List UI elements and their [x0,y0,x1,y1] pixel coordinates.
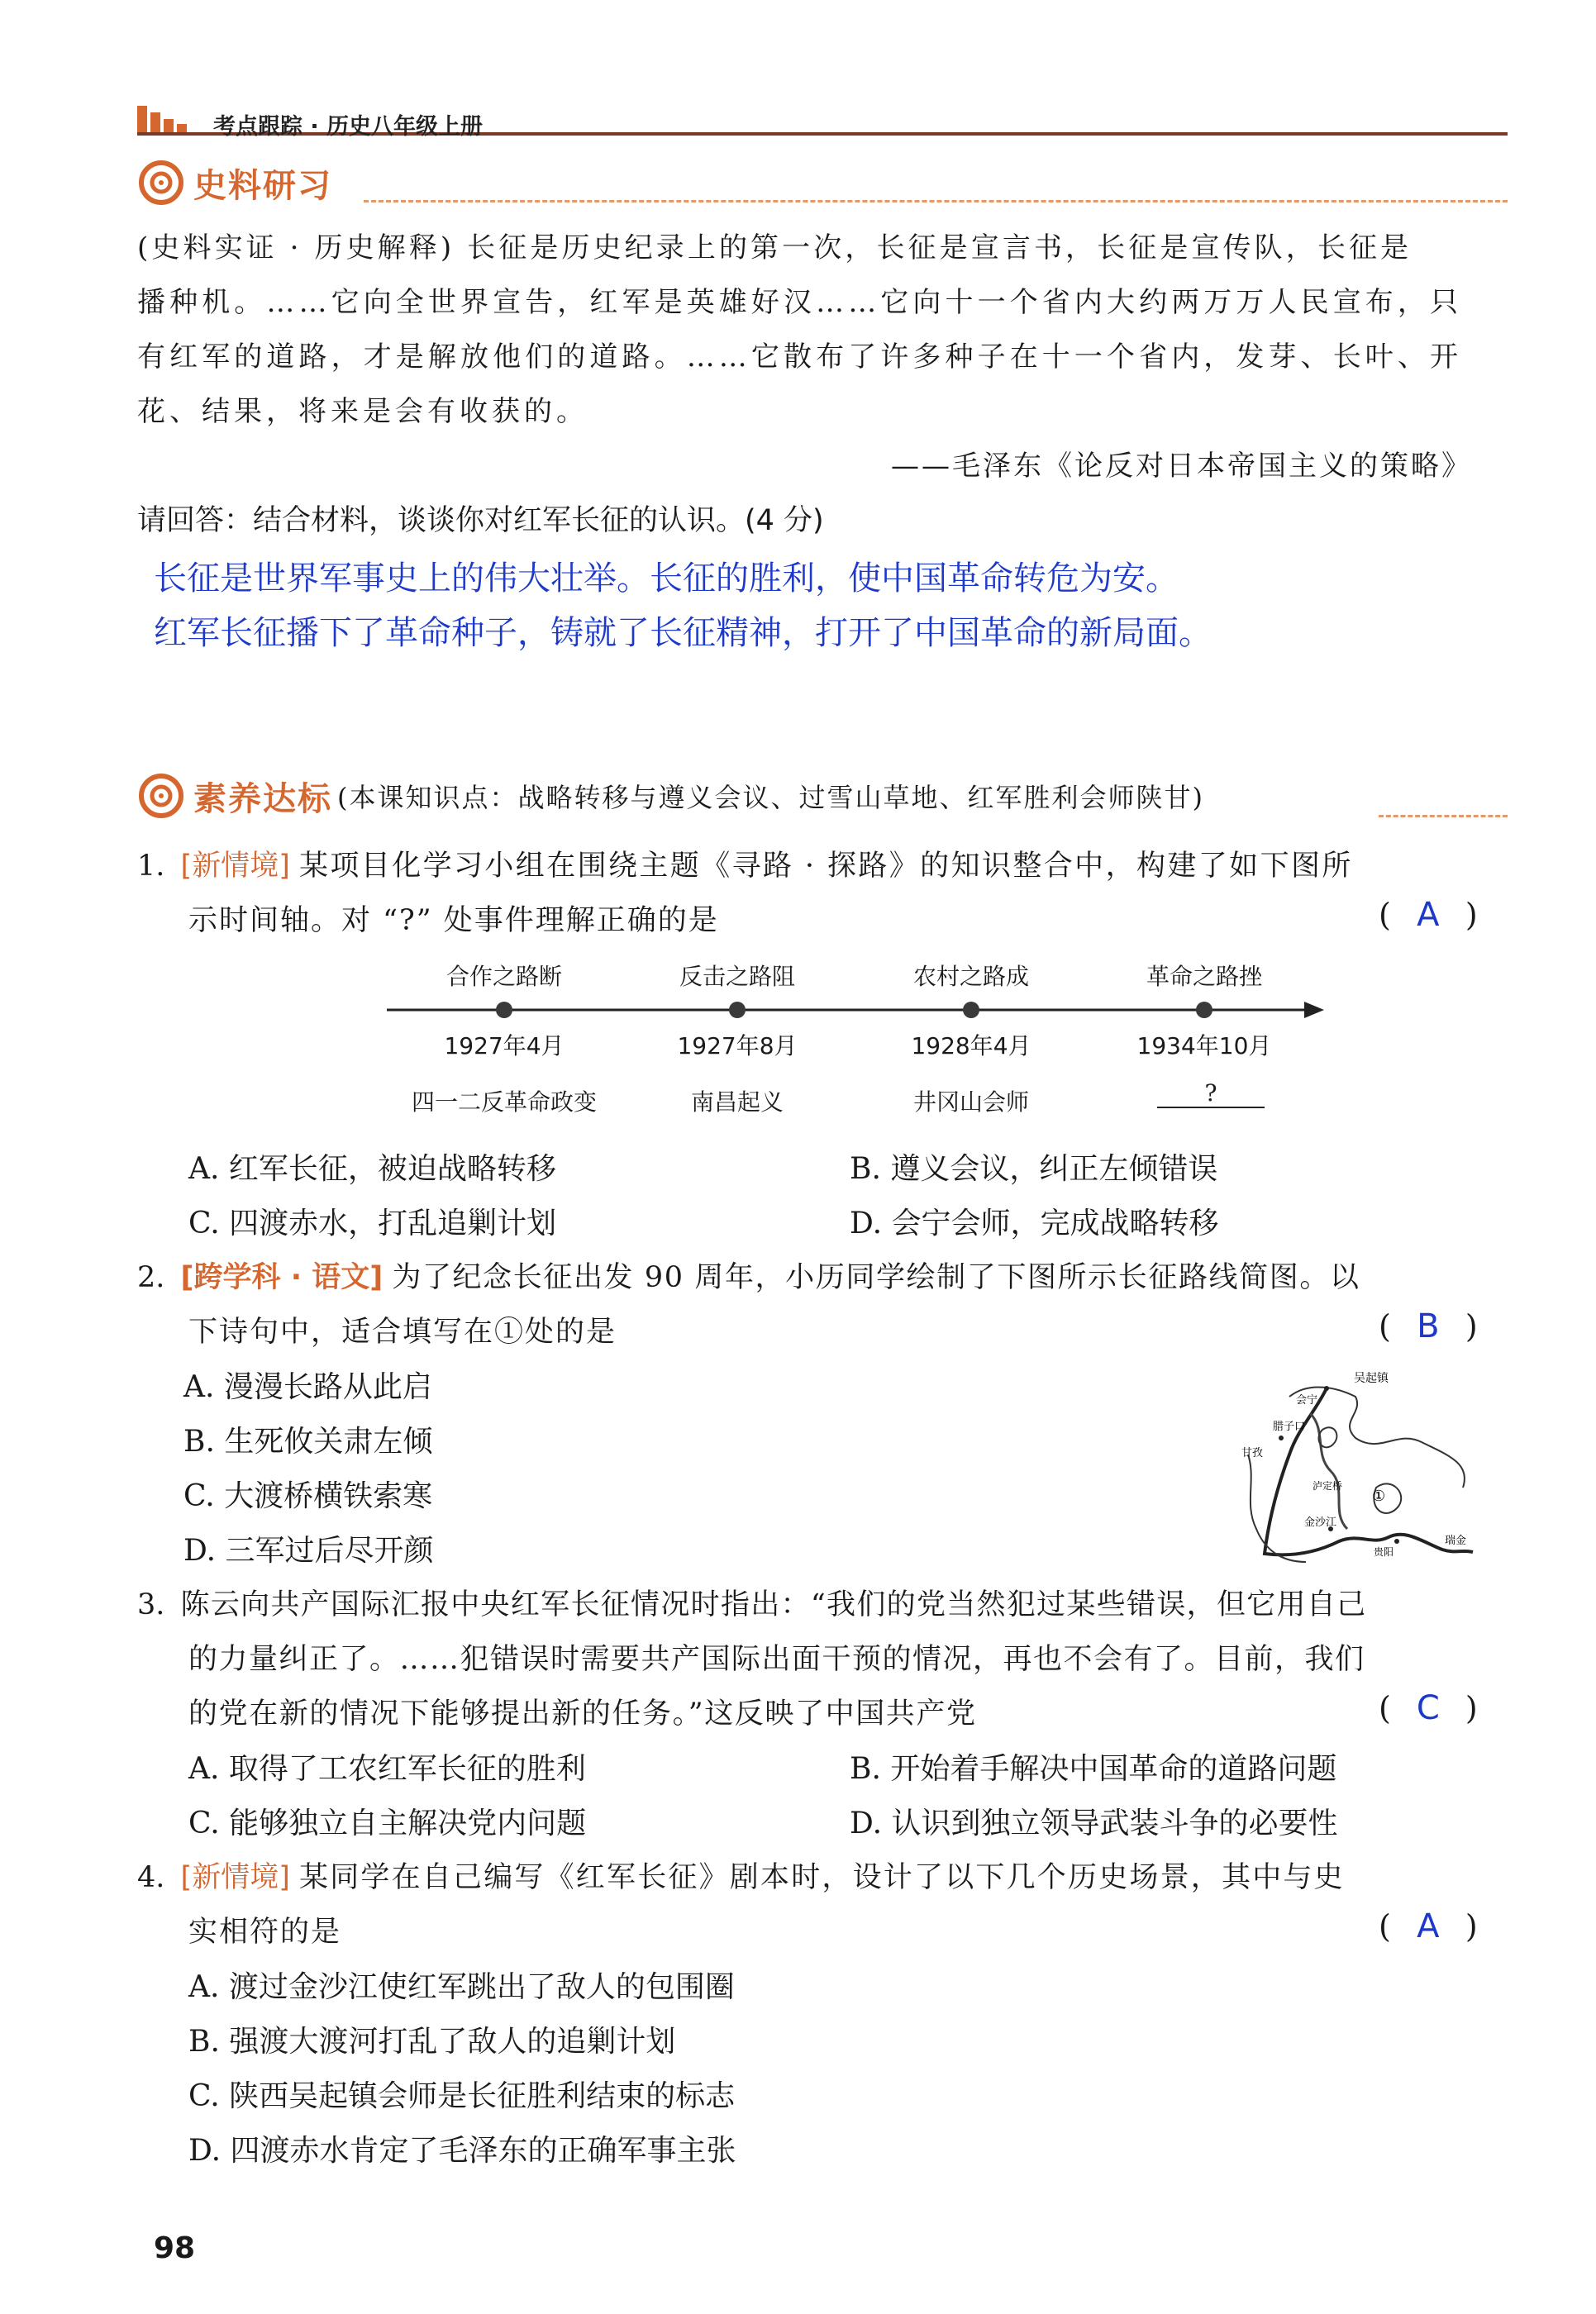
timeline-event: 四一二反革命政变 [411,1088,597,1116]
timeline-event-unknown: ? [1157,1079,1265,1108]
target-icon [137,772,185,820]
q1-stem-line-1 [137,843,1353,884]
q4-option-d[interactable]: D. 四渡赤水肯定了毛泽东的正确军事主张 [188,2134,736,2168]
section-title: 素养达标 [193,779,332,818]
section-header-practice [137,772,1204,820]
q1-option-c[interactable]: C. 四渡赤水，打乱追剿计划 [188,1207,557,1240]
timeline-dot [729,1002,746,1018]
source-question: 请回答：结合材料，谈谈你对红军长征的认识。(4 分) [137,504,824,537]
timeline-event: 南昌起义 [690,1088,784,1116]
timeline-dot [1196,1002,1212,1018]
source-line-2: 播种机。……它向全世界宣告，红军是英雄好汉……它向十一个省内大约两万万人民宣布，只 [137,286,1463,319]
q4-option-b[interactable]: B. 强渡大渡河打乱了敌人的追剿计划 [188,2025,676,2059]
q1-answer-box: ( A ) [1379,896,1478,934]
map-label-wuqi: 吴起镇 [1354,1372,1389,1385]
q3-option-b[interactable]: B. 开始着手解决中国革命的道路问题 [850,1752,1337,1786]
q3-stem-line-3: 的党在新的情况下能够提出新的任务。”这反映了中国共产党 [188,1697,977,1731]
section-divider [364,200,1508,202]
q3-stem-line-1 [137,1582,1366,1623]
map-label-lazikou: 腊子口 [1273,1421,1306,1433]
q4-stem-line-2: 实相符的是 [188,1916,342,1949]
q2-text-1: 为了纪念长征出发 90 周年，小历同学绘制了下图所示长征路线简图。以 [392,1261,1360,1294]
map-label-ruijin: 瑞金 [1445,1535,1467,1547]
q1-option-d[interactable]: D. 会宁会师，完成战略转移 [850,1207,1219,1240]
timeline-dot [963,1002,979,1018]
q3-option-c[interactable]: C. 能够独立自主解决党内问题 [188,1807,587,1840]
map-label-jinsha: 金沙江 [1304,1516,1337,1529]
q3-option-d[interactable]: D. 认识到独立领导武装斗争的必要性 [850,1807,1338,1840]
timeline-event: 井冈山会师 [912,1088,1029,1116]
timeline-arrow [1304,1002,1324,1018]
q2-option-c[interactable]: C. 大渡桥横铁索寒 [183,1479,433,1513]
q4-text-1: 某同学在自己编写《红军长征》剧本时，设计了以下几个历史场景，其中与史 [299,1861,1345,1894]
handwritten-answer-2: 红军长征播下了革命种子，铸就了长征精神，打开了中国革命的新局面。 [154,614,1212,652]
route-dot [1279,1436,1284,1440]
map-label-circle1: ① [1372,1488,1386,1505]
q4-number: 4. [137,1861,165,1894]
route-dot [1324,1386,1329,1391]
q1-tag: [新情境] [180,850,290,883]
route-dot [1394,1539,1399,1544]
map-label-ganzi: 甘孜 [1241,1447,1264,1459]
target-icon [137,159,185,207]
q1-option-b[interactable]: B. 遵义会议，纠正左倾错误 [850,1152,1218,1186]
q2-answer: B [1417,1307,1440,1345]
q4-option-a[interactable]: A. 渡过金沙江使红军跳出了敌人的包围圈 [188,1970,735,2004]
timeline-top-label: 合作之路断 [445,963,562,990]
q2-answer-box: ( B ) [1379,1307,1478,1345]
header-title: 考点跟踪 · 历史八年级上册 [213,114,484,140]
q1-text-1: 某项目化学习小组在围绕主题《寻路 · 探路》的知识整合中，构建了如下图所 [299,850,1353,883]
header-bars-icon [137,106,187,136]
timeline-top-label: 农村之路成 [912,963,1029,990]
source-line-1: (史料实证 · 历史解释) 长征是历史纪录上的第一次，长征是宣言书，长征是宣传队，长征是 [137,231,1413,264]
q3-answer-box: ( C ) [1379,1689,1478,1727]
q3-number: 3. [137,1588,165,1621]
q2-stem-line-2: 下诗句中，适合填写在①处的是 [188,1316,617,1349]
map-label-guiyang: 贵阳 [1374,1546,1394,1558]
timeline-date: 1934年10月 [1136,1032,1272,1059]
section-title: 史料研习 [193,166,332,205]
timeline-top-label: 革命之路挫 [1146,963,1262,990]
timeline-date: 1927年8月 [677,1032,798,1059]
route-path [1265,1388,1473,1555]
q2-option-b[interactable]: B. 生死攸关肃左倾 [183,1425,433,1459]
section-subtitle: (本课知识点：战略转移与遵义会议、过雪山草地、红军胜利会师陕甘) [337,782,1204,813]
long-march-route-map [1232,1364,1479,1578]
q1-answer: A [1417,896,1440,934]
q1-option-a[interactable]: A. 红军长征，被迫战略转移 [188,1152,556,1186]
q1-number: 1. [137,850,165,883]
section-header-sources [137,159,332,207]
source-line-3: 有红军的道路，才是解放他们的道路。……它散布了许多种子在十一个省内，发芽、长叶、开 [137,340,1463,374]
q4-option-c[interactable]: C. 陕西吴起镇会师是长征胜利结束的标志 [188,2079,736,2113]
timeline-dot [496,1002,512,1018]
q4-answer-box: ( A ) [1379,1907,1478,1945]
handwritten-answer-1: 长征是世界军事史上的伟大壮举。长征的胜利，使中国革命转危为安。 [154,559,1179,598]
timeline-date: 1928年4月 [911,1032,1031,1059]
route-river [1310,1413,1347,1529]
map-label-luding: 泸定桥 [1313,1480,1343,1492]
source-citation: ——毛泽东《论反对日本帝国主义的策略》 [891,450,1472,483]
q2-tag: [跨学科 · 语文] [180,1261,384,1294]
q3-option-a[interactable]: A. 取得了工农红军长征的胜利 [188,1752,586,1786]
q2-number: 2. [137,1261,165,1294]
route-river [1248,1455,1306,1562]
q2-option-a[interactable]: A. 漫漫长路从此启 [183,1370,432,1404]
q3-answer: C [1416,1689,1440,1727]
route-loop [1318,1427,1336,1447]
map-label-huining: 会宁 [1296,1394,1318,1407]
source-line-4: 花、结果，将来是会有收获的。 [137,395,588,428]
q4-stem-line-1 [137,1855,1345,1896]
q2-option-d[interactable]: D. 三军过后尽开颜 [183,1534,434,1568]
q3-text-1: 陈云向共产国际汇报中央红军长征情况时指出：“我们的党当然犯过某些错误，但它用自己 [180,1588,1367,1621]
q4-answer: A [1417,1907,1440,1945]
section-divider [1379,815,1508,817]
q2-stem-line-1 [137,1255,1360,1296]
timeline-date: 1927年4月 [444,1032,565,1059]
page-number: 98 [154,2231,196,2265]
timeline-top-label: 反击之路阻 [679,963,795,990]
q4-tag: [新情境] [180,1861,290,1894]
q1-stem-line-2: 示时间轴。对 “?” 处事件理解正确的是 [188,904,719,937]
q3-stem-line-2: 的力量纠正了。……犯错误时需要共产国际出面干预的情况，再也不会有了。目前，我们 [188,1643,1365,1676]
